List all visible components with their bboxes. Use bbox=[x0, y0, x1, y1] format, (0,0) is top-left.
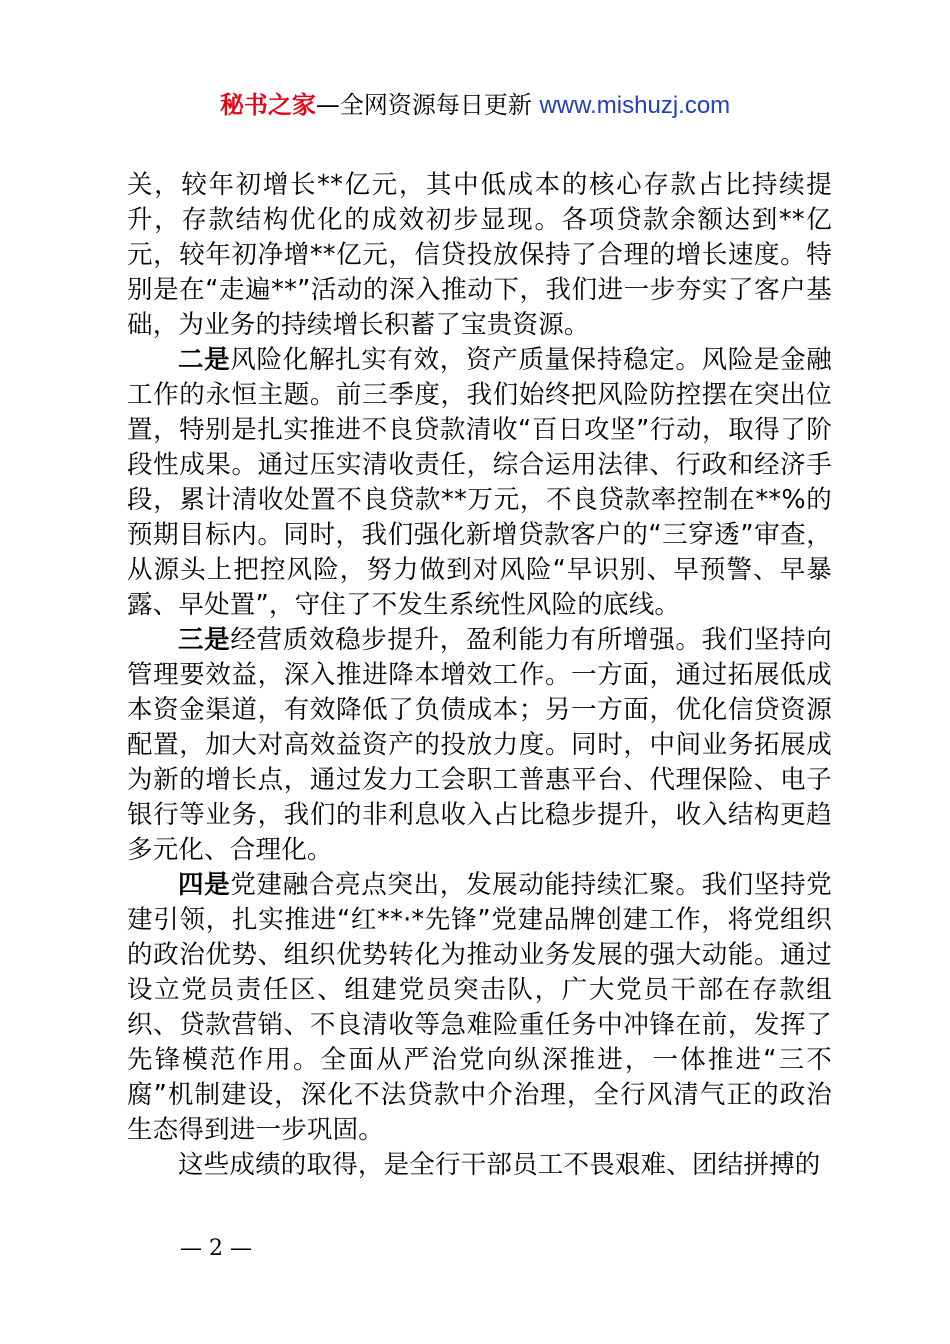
paragraph-lead: 四是 bbox=[178, 870, 231, 900]
page-number: — 2 — bbox=[180, 1236, 252, 1261]
paragraph-point-3 bbox=[127, 623, 832, 868]
paragraph-text: 风险化解扎实有效，资产质量保持稳定。风险是金融工作的永恒主题。前三季度，我们始终把风险防控摆在突出位置，特别是扎实推进不良贷款清收“百日攻坚”行动，取得了阶段性成果。通过压实清收责任，综合运用法律、行政和经济手段，累计清收处置不良贷款**万元，不良贷款率控制在**%的预期目标内。同时，我们强化新增贷款客户的“三穿透”审查，从源头上把控风险，努力做到对风险“早识别、早预警、早暴露、早处置”，守住了不发生系统性风险的底线。 bbox=[127, 345, 832, 620]
paragraph-point-2 bbox=[127, 343, 832, 623]
paragraph-point-4 bbox=[127, 868, 832, 1148]
paragraph-lead: 二是 bbox=[178, 345, 231, 375]
site-url-link[interactable]: www.mishuzj.com bbox=[539, 92, 731, 119]
paragraph-text: 这些成绩的取得，是全行干部员工不畏艰难、团结拼搏的 bbox=[178, 1150, 821, 1180]
paragraph-text: 关，较年初增长**亿元，其中低成本的核心存款占比持续提升，存款结构优化的成效初步显现。各项贷款余额达到**亿元，较年初净增**亿元，信贷投放保持了合理的增长速度。特别是在“走遍**”活动的深入推动下，我们进一步夯实了客户基础，为业务的持续增长积蓄了宝贵资源。 bbox=[127, 170, 832, 340]
paragraph-lead: 三是 bbox=[178, 625, 231, 655]
paragraph-summary bbox=[127, 1148, 832, 1183]
site-tagline: —全网资源每日更新 bbox=[315, 91, 540, 119]
paragraph-text: 党建融合亮点突出，发展动能持续汇聚。我们坚持党建引领，扎实推进“红**·*先锋”党建品牌创建工作，将党组织的政治优势、组织优势转化为推动业务发展的强大动能。通过设立党员责任区、组建党员突击队，广大党员干部在存款组织、贷款营销、不良清收等急难险重任务中冲锋在前，发挥了先锋模范作用。全面从严治党向纵深推进，一体推进“三不腐”机制建设，深化不法贷款中介治理，全行风清气正的政治生态得到进一步巩固。 bbox=[127, 870, 832, 1145]
paragraph-continuation bbox=[127, 168, 832, 343]
paragraph-text: 经营质效稳步提升，盈利能力有所增强。我们坚持向管理要效益，深入推进降本增效工作。一方面，通过拓展低成本资金渠道，有效降低了负债成本；另一方面，优化信贷资源配置，加大对高效益资产的投放力度。同时，中间业务拓展成为新的增长点，通过发力工会职工普惠平台、代理保险、电子银行等业务，我们的非利息收入占比稳步提升，收入结构更趋多元化、合理化。 bbox=[127, 625, 832, 865]
site-header bbox=[0, 88, 950, 123]
document-body bbox=[127, 168, 832, 1183]
site-brand: 秘书之家 bbox=[219, 91, 316, 119]
